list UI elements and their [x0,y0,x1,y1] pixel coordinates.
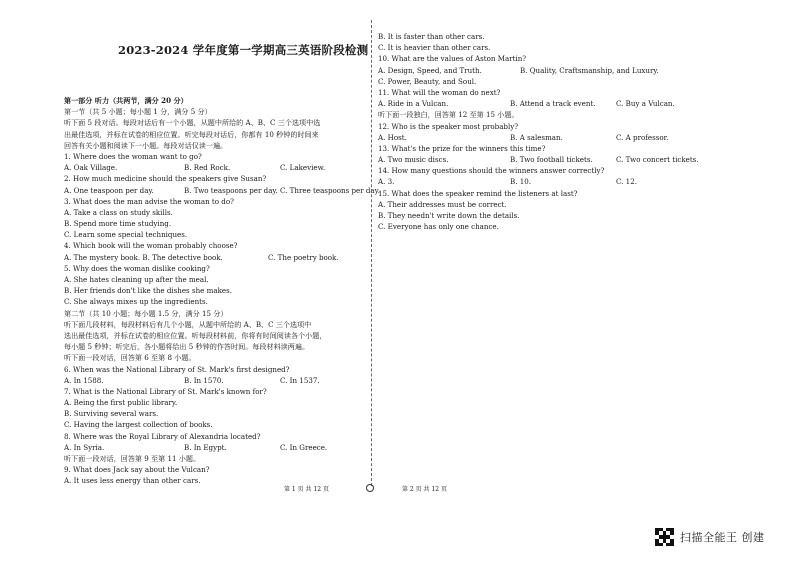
option-a: A. Ride in a Vulcan. [378,99,449,109]
fold-divider [371,20,372,486]
left-column [64,95,380,487]
question-line [378,132,708,143]
option-b: B. 10. [510,177,532,187]
option-c: C. Three teaspoons per day. [280,185,380,195]
question-line: 选出最佳选项，并标在试卷的相应位置。听每段材料前，你将有时间阅读各个小题， [64,330,327,340]
option-c: C. Two concert tickets. [616,155,699,165]
option-a: A. Oak Village. [64,163,118,173]
question-line [64,252,364,263]
question-line: 每小题 5 秒钟；听完后，各小题将给出 5 秒钟的作答时间。每段材料读两遍。 [64,342,310,352]
question-line: 1. Where does the woman want to go? [64,151,202,161]
question-line [378,98,708,109]
option-c: C. In 1537. [280,375,320,385]
scanner-label: 扫描全能王 创建 [680,531,765,544]
question-line: 15. What does the speaker remind the listeners at last? [378,188,578,198]
question-line: C. Having the largest collection of books. [64,420,213,430]
question-line: 6. When was the National Library of St. Mark's first designed? [64,364,290,374]
question-line: 11. What will the woman do next? [378,87,501,97]
question-line [64,185,380,196]
option-c: C. 12. [616,177,637,187]
question-line: 13. What's the prize for the winners this time? [378,143,546,153]
option-a: A. Two music discs. [378,155,449,165]
option-b: B. Two teaspoons per day. [184,185,278,195]
question-line: 12. Who is the speaker most probably? [378,121,519,131]
question-line [378,154,708,165]
question-line: C. Everyone has only one chance. [378,222,499,232]
question-line: 听下面一段对话，回答第 6 至第 8 小题。 [64,353,196,363]
question-line: B. It is faster than other cars. [378,32,485,41]
question-line: B. Surviving several wars. [64,409,159,419]
question-line: 4. Which book will the woman probably choose? [64,241,238,251]
question-line: 听下面几段材料，每段材料后有几个小题，从题中所给的 A、B、C 三个选项中 [64,319,312,329]
question-line: 10. What are the values of Aston Martin? [378,54,527,64]
page-number-right: 第 2 页 共 12 页 [402,486,447,493]
question-line: A. It uses less energy than other cars. [64,476,201,486]
option-b: B. A salesman. [510,132,563,142]
question-line [378,176,708,187]
question-line: B. Spend more time studying. [64,219,172,229]
question-line: 听下面一段独白，回答第 12 至第 15 小题。 [378,110,519,120]
question-line: C. It is heavier than other cars. [378,43,491,53]
question-line: 回答有关小题和阅读下一小题。每段对话仅读一遍。 [64,140,228,150]
option-a: A. In 1588. [64,375,104,385]
question-line: 3. What does the man advise the woman to do? [64,196,234,206]
option-b: B. Attend a track event. [510,99,596,109]
option-b: B. In Egypt. [184,442,227,452]
question-line: 第一部分 听力（共两节，满分 20 分） [64,96,188,105]
question-line: A. She hates cleaning up after the meal. [64,275,209,284]
option-c: C. The poetry book. [268,252,339,262]
question-line: 5. Why does the woman dislike cooking? [64,263,210,273]
option-a: A. Host. [378,132,407,142]
option-c: C. A professor. [616,132,669,142]
option-a: A. In Syria. [64,442,105,452]
option-a: A. The mystery book. B. The detective book. [64,252,223,262]
question-line: 听下面一段对话，回答第 9 至第 11 小题。 [64,454,201,463]
option-a: A. One teaspoon per day. [64,185,154,195]
question-line: 9. What does Jack say about the Vulcan? [64,465,210,475]
option-c: C. Buy a Vulcan. [616,99,675,109]
exam-title: 2023-2024 学年度第一学期高三英语阶段检测 [118,43,369,57]
scanner-watermark [655,527,765,547]
question-line: 听下面 5 段对话。每段对话后有一个小题，从题中所给的 A、B、C 三个选项中选 [64,118,321,128]
question-line: 7. What is the National Library of St. Mark's known for? [64,386,267,396]
question-line: 8. Where was the Royal Library of Alexandria located? [64,431,261,441]
question-line: B. They needn't write down the details. [378,211,520,220]
option-b: B. Two football tickets. [510,155,593,165]
option-c: C. In Greece. [280,442,328,452]
question-line: 2. How much medicine should the speakers give Susan? [64,174,267,184]
option-b: B. In 1570. [184,375,224,385]
question-line: 第二节（共 10 小题；每小题 1.5 分，满分 15 分） [64,308,228,318]
question-line: 出最佳选项，并标在试卷的相应位置。听完每段对话后，你都有 10 秒钟的时间来 [64,129,319,139]
question-line: 14. How many questions should the winners answer correctly? [378,166,605,176]
right-column [378,31,708,232]
question-line: B. Her friends don't like the dishes she makes. [64,286,232,296]
option-a: A. 3. [378,177,395,187]
page-number-left: 第 1 页 共 12 页 [284,486,329,493]
question-line: C. She always mixes up the ingredients. [64,297,208,307]
question-line: A. Their addresses must be correct. [378,199,507,209]
question-line [64,162,364,173]
question-line: A. Being the first public library. [64,398,178,408]
question-line: A. Take a class on study skills. [64,207,173,217]
option-b: B. Red Rock. [184,163,231,173]
question-line: C. Learn some special techniques. [64,230,188,240]
question-line: 第一节（共 5 小题；每小题 1 分，满分 5 分） [64,107,212,117]
question-line [64,442,364,453]
option-a: A. Design, Speed, and Truth. [378,65,482,75]
question-line [378,65,708,76]
binding-hole-icon [366,484,374,492]
option-b: B. Quality, Craftsmanship, and Luxury. [520,65,659,75]
question-line [64,375,364,386]
question-line: C. Power, Beauty, and Soul. [378,76,477,86]
qr-code-icon [655,528,674,547]
option-c: C. Lakeview. [280,163,326,173]
